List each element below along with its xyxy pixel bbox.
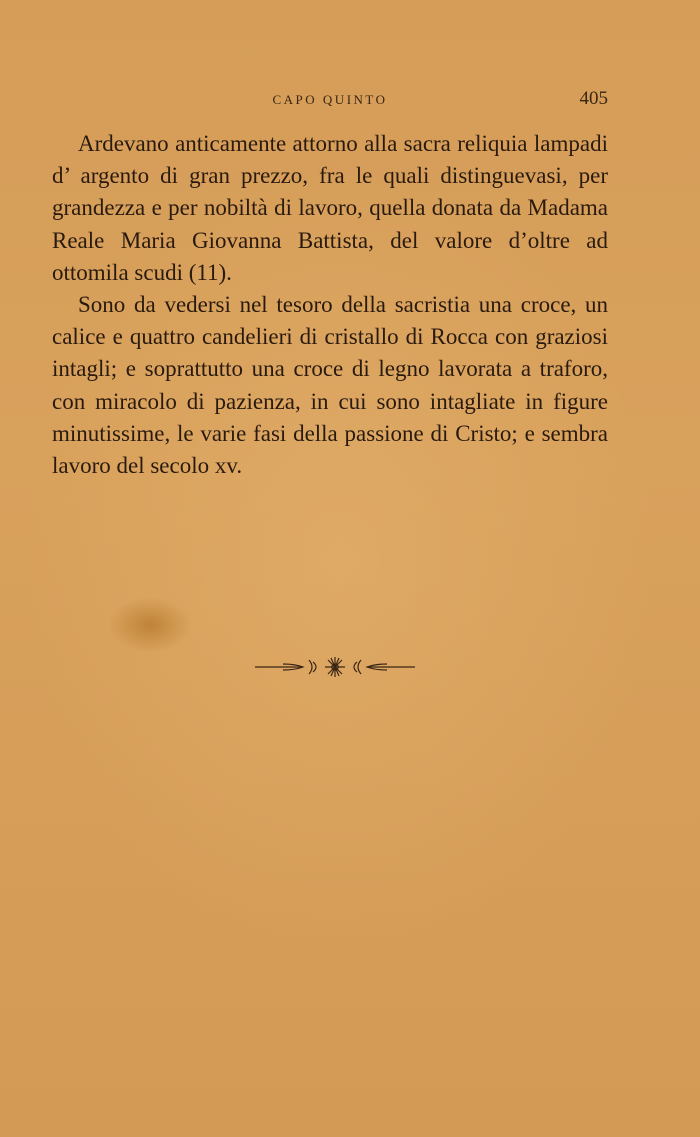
running-head <box>52 90 608 114</box>
running-title: CAPO QUINTO <box>272 92 388 107</box>
paragraph-2: Sono da vedersi nel tesoro della sacristia una croce, un calice e quattro candelieri di cristallo di Rocca con graziosi intagli; e soprattutto una croce di legno lavorata a traforo, con miracolo di pazienza, in cui sono intagliate in figure minutissime, le varie fasi della passione di Cristo; e sembra lavoro del secolo xv. <box>52 292 608 479</box>
decorative-tailpiece-icon <box>255 655 415 679</box>
paragraph-1: Ardevano anticamente attorno alla sacra reliquia lampadi d’ argento di gran prezzo, fra le quali distinguevasi, per grandezza e per nobiltà di lavoro, quella donata da Madama Reale Maria Giovanna Battista, del valore d’oltre ad ottomila scudi (11). <box>52 131 608 285</box>
page-number: 405 <box>579 88 608 109</box>
body-text <box>52 128 608 482</box>
